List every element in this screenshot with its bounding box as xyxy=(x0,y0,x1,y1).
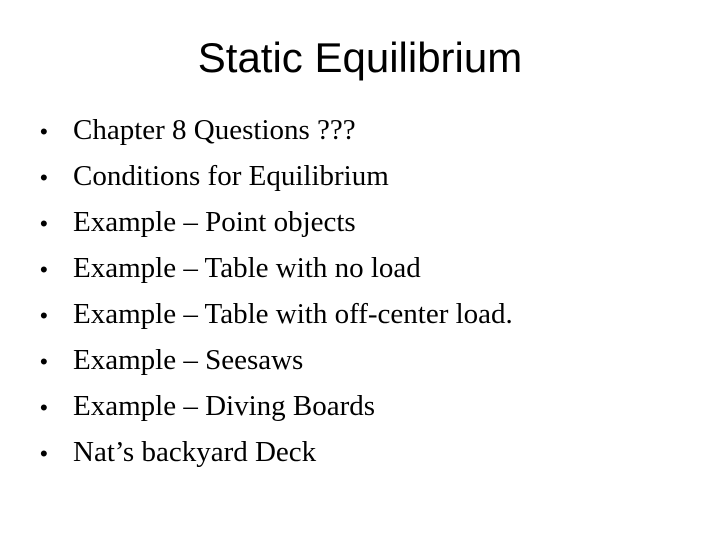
bullet-text: Conditions for Equilibrium xyxy=(73,160,389,192)
slide-title: Static Equilibrium xyxy=(197,34,523,81)
bullet-list xyxy=(40,107,513,475)
list-item xyxy=(40,383,513,429)
list-item xyxy=(40,337,513,383)
bullet-text: Example – Seesaws xyxy=(73,344,304,376)
bullet-text: Example – Table with no load xyxy=(73,252,421,284)
bullet-text: Chapter 8 Questions ??? xyxy=(73,114,356,146)
bullet-icon: • xyxy=(40,349,48,374)
list-item xyxy=(40,245,513,291)
list-item xyxy=(40,291,513,337)
list-item xyxy=(40,153,513,199)
bullet-icon: • xyxy=(40,441,48,466)
list-item xyxy=(40,429,513,475)
bullet-icon: • xyxy=(40,395,48,420)
bullet-text: Example – Table with off-center load. xyxy=(73,298,513,330)
list-item xyxy=(40,199,513,245)
bullet-icon: • xyxy=(40,303,48,328)
bullet-icon: • xyxy=(40,119,48,144)
bullet-text: Example – Point objects xyxy=(73,206,356,238)
bullet-icon: • xyxy=(40,165,48,190)
bullet-icon: • xyxy=(40,257,48,282)
list-item xyxy=(40,107,513,153)
bullet-text: Nat’s backyard Deck xyxy=(73,436,317,468)
bullet-icon: • xyxy=(40,211,48,236)
bullet-text: Example – Diving Boards xyxy=(73,390,376,422)
